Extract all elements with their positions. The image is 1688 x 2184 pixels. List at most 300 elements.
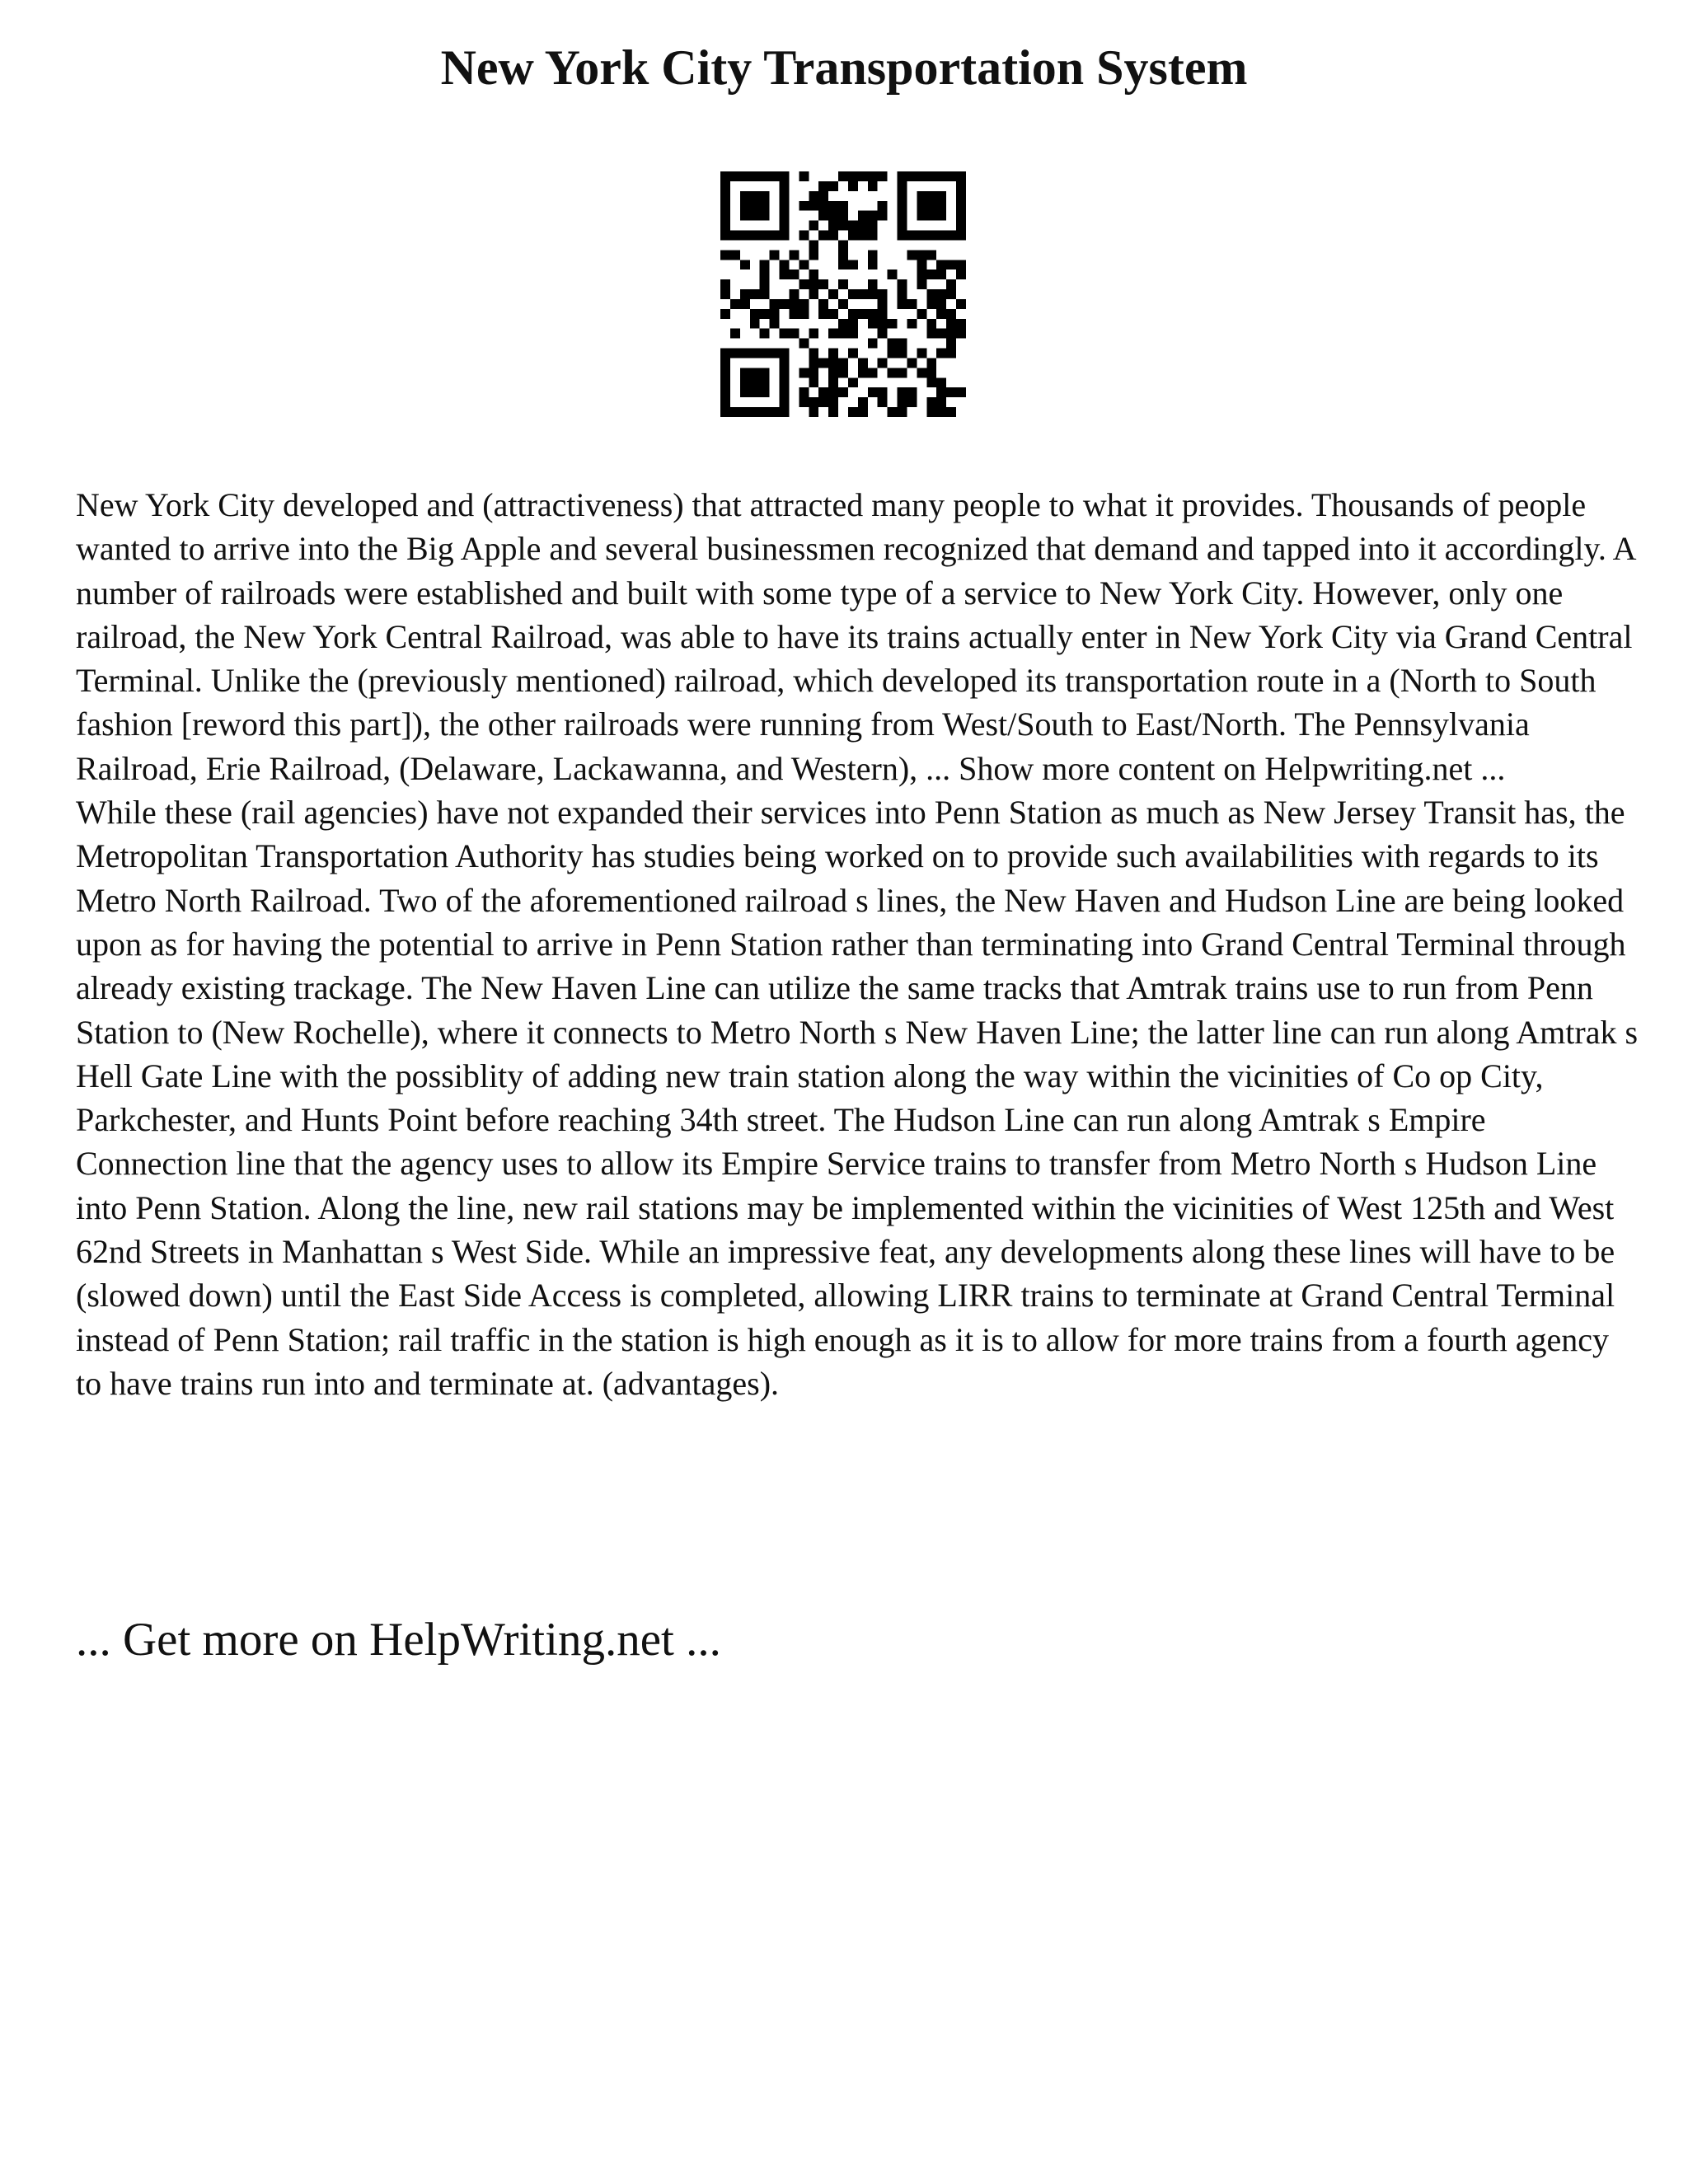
qr-module: [926, 289, 936, 299]
qr-module: [898, 368, 907, 377]
qr-module: [828, 211, 838, 221]
qr-module: [878, 397, 888, 407]
qr-module: [809, 269, 818, 279]
qr-module: [878, 289, 888, 299]
qr-module: [799, 201, 809, 211]
qr-module: [926, 231, 936, 241]
qr-module: [760, 289, 770, 299]
qr-module: [799, 279, 809, 289]
qr-module: [936, 260, 946, 269]
qr-module: [828, 407, 838, 417]
qr-module: [789, 329, 799, 339]
qr-module: [780, 269, 790, 279]
qr-module: [858, 358, 868, 368]
qr-module: [720, 368, 730, 377]
qr-module: [760, 269, 770, 279]
qr-module: [720, 377, 730, 387]
qr-module: [926, 397, 936, 407]
qr-module: [946, 339, 956, 349]
qr-module: [750, 211, 760, 221]
qr-module: [799, 231, 809, 241]
qr-module: [898, 349, 907, 359]
qr-module: [888, 407, 898, 417]
qr-module: [907, 397, 917, 407]
qr-module: [828, 201, 838, 211]
qr-module: [926, 191, 936, 201]
qr-module: [956, 171, 966, 181]
qr-module: [760, 377, 770, 387]
qr-module: [868, 368, 878, 377]
qr-module: [740, 171, 750, 181]
qr-module: [720, 231, 730, 241]
qr-module: [780, 349, 790, 359]
qr-module: [858, 231, 868, 241]
qr-module: [868, 250, 878, 260]
qr-module: [878, 171, 888, 181]
qr-module: [898, 201, 907, 211]
qr-module: [720, 201, 730, 211]
qr-module: [936, 309, 946, 319]
qr-module: [720, 309, 730, 319]
qr-module: [907, 171, 917, 181]
qr-module: [838, 329, 848, 339]
qr-module: [770, 231, 780, 241]
qr-module: [818, 181, 828, 191]
qr-module: [926, 358, 936, 368]
qr-module: [730, 231, 740, 241]
qr-module: [936, 387, 946, 397]
qr-module: [956, 269, 966, 279]
qr-module: [789, 309, 799, 319]
qr-module: [809, 191, 818, 201]
qr-module: [848, 377, 858, 387]
qr-module: [760, 171, 770, 181]
qr-module: [780, 221, 790, 231]
qr-module: [926, 319, 936, 329]
qr-module: [848, 171, 858, 181]
qr-module: [740, 211, 750, 221]
qr-module: [760, 201, 770, 211]
qr-module: [878, 201, 888, 211]
qr-module: [750, 231, 760, 241]
qr-module: [946, 289, 956, 299]
qr-module: [799, 387, 809, 397]
qr-module: [898, 339, 907, 349]
qr-module: [809, 407, 818, 417]
qr-module: [898, 181, 907, 191]
qr-module: [750, 171, 760, 181]
qr-module: [780, 181, 790, 191]
qr-module: [898, 387, 907, 397]
qr-module: [818, 279, 828, 289]
qr-module: [789, 289, 799, 299]
qr-module: [936, 171, 946, 181]
qr-module: [818, 299, 828, 309]
qr-module: [926, 211, 936, 221]
qr-module: [730, 329, 740, 339]
qr-module: [917, 250, 926, 260]
qr-module: [926, 171, 936, 181]
qr-module: [888, 339, 898, 349]
qr-module: [760, 309, 770, 319]
qr-module: [809, 377, 818, 387]
qr-module: [907, 387, 917, 397]
qr-module: [740, 407, 750, 417]
qr-module: [848, 407, 858, 417]
qr-module: [868, 171, 878, 181]
qr-module: [750, 387, 760, 397]
qr-module: [936, 407, 946, 417]
qr-module: [740, 231, 750, 241]
qr-module: [946, 387, 956, 397]
qr-module: [780, 201, 790, 211]
qr-module: [907, 231, 917, 241]
qr-module: [848, 289, 858, 299]
qr-module: [917, 368, 926, 377]
qr-module: [838, 201, 848, 211]
qr-module: [760, 211, 770, 221]
qr-module: [750, 289, 760, 299]
qr-module: [720, 171, 730, 181]
qr-module: [818, 191, 828, 201]
paragraph-1: New York City developed and (attractiveness) that attracted many people to what it provides. Thousands of people wanted to arrive into the Big Apple and several businessmen recognized that demand and tapped into it accordingly. A number of railroads were established and built with some type of a service to New York City. However, only one railroad, the New York Central Railroad, was able to have its trains actually enter in New York City via Grand Central Terminal. Unlike the (previously mentioned) railroad, which developed its transportation route in a (North to South fashion [reword this part]), the other railroads were running from West/South to East/North. The Pennsylvania Railroad, Erie Railroad, (Delaware, Lackawanna, and Western), ... Show more content on Helpwriting.net ...: [76, 486, 1635, 787]
qr-module: [848, 319, 858, 329]
qr-module: [780, 299, 790, 309]
qr-module: [818, 309, 828, 319]
qr-module: [828, 309, 838, 319]
qr-module: [730, 171, 740, 181]
qr-module: [720, 358, 730, 368]
qr-module: [720, 397, 730, 407]
qr-module: [838, 299, 848, 309]
qr-module: [770, 349, 780, 359]
qr-module: [789, 299, 799, 309]
qr-module: [848, 329, 858, 339]
qr-module: [740, 260, 750, 269]
qr-module: [868, 279, 878, 289]
qr-module: [730, 407, 740, 417]
qr-module: [946, 279, 956, 289]
qr-module: [858, 289, 868, 299]
qr-module: [720, 211, 730, 221]
qr-module: [878, 211, 888, 221]
get-more-link[interactable]: ... Get more on HelpWriting.net ...: [76, 1614, 721, 1666]
qr-module: [799, 339, 809, 349]
qr-module: [799, 260, 809, 269]
qr-module: [730, 250, 740, 260]
qr-module: [936, 201, 946, 211]
qr-module: [898, 221, 907, 231]
qr-module: [740, 377, 750, 387]
qr-module: [926, 269, 936, 279]
qr-module: [858, 211, 868, 221]
qr-module: [720, 191, 730, 201]
qr-module: [760, 329, 770, 339]
qr-module: [838, 211, 848, 221]
qr-module: [926, 329, 936, 339]
qr-module: [828, 289, 838, 299]
qr-module: [926, 299, 936, 309]
qr-module: [917, 269, 926, 279]
qr-module: [750, 377, 760, 387]
qr-module: [926, 407, 936, 417]
qr-module: [956, 329, 966, 339]
qr-module: [946, 309, 956, 319]
qr-module: [780, 397, 790, 407]
qr-module: [858, 368, 868, 377]
qr-module: [848, 260, 858, 269]
qr-module: [780, 211, 790, 221]
qr-module: [809, 221, 818, 231]
qr-module: [818, 387, 828, 397]
qr-module: [917, 231, 926, 241]
qr-module: [750, 407, 760, 417]
qr-module: [818, 201, 828, 211]
qr-module: [917, 211, 926, 221]
qr-module: [917, 171, 926, 181]
qr-module: [809, 358, 818, 368]
qr-module: [917, 201, 926, 211]
qr-module: [868, 339, 878, 349]
qr-module: [848, 231, 858, 241]
qr-module: [828, 377, 838, 387]
qr-module: [770, 407, 780, 417]
qr-module: [838, 387, 848, 397]
paragraph-2: While these (rail agencies) have not expanded their services into Penn Station as much as New Jersey Transit has, the Metropolitan Transportation Authority has studies being worked on to provide such availabilities with regards to its Metro North Railroad. Two of the aforementioned railroad s lines, the New Haven and Hudson Line are being looked upon as for having the potential to arrive in Penn Station rather than terminating into Grand Central Terminal through already existing trackage. The New Haven Line can utilize the same tracks that Amtrak trains use to run from Penn Station to (New Rochelle), where it connects to Metro North s New Haven Line; the latter line can run along Amtrak s Hell Gate Line with the possiblity of adding new train station along the way within the vicinities of Co op City, Parkchester, and Hunts Point before reaching 34th street. The Hudson Line can run along Amtrak s Empire Connection line that the agency uses to allow its Empire Service trains to transfer from Metro North s Hudson Line into Penn Station. Along the line, new rail stations may be implemented within the vicinities of West 125th and West 62nd Streets in Manhattan s West Side. While an impressive feat, any developments along these lines will have to be (slowed down) until the East Side Access is completed, allowing LIRR trains to terminate at Grand Central Terminal instead of Penn Station; rail traffic in the station is high enough as it is to allow for more trains from a fourth agency to have trains run into and terminate at. (advantages).: [76, 794, 1639, 1402]
qr-module: [956, 211, 966, 221]
qr-module: [848, 221, 858, 231]
qr-module: [799, 368, 809, 377]
qr-module: [760, 260, 770, 269]
qr-module: [809, 201, 818, 211]
qr-module: [720, 387, 730, 397]
qr-module: [946, 171, 956, 181]
qr-module: [799, 397, 809, 407]
qr-module: [917, 349, 926, 359]
qr-module: [878, 309, 888, 319]
qr-module: [809, 240, 818, 250]
qr-module: [760, 387, 770, 397]
qr-module: [868, 289, 878, 299]
qr-module: [926, 377, 936, 387]
qr-module: [936, 231, 946, 241]
qr-module: [789, 250, 799, 260]
qr-module: [780, 329, 790, 339]
qr-module: [956, 319, 966, 329]
qr-module: [770, 319, 780, 329]
qr-module: [720, 289, 730, 299]
qr-module: [799, 309, 809, 319]
qr-module: [936, 329, 946, 339]
qr-module: [858, 309, 868, 319]
qr-module: [809, 349, 818, 359]
qr-module: [936, 289, 946, 299]
qr-module: [838, 279, 848, 289]
qr-module: [898, 171, 907, 181]
qr-module: [780, 191, 790, 201]
qr-module: [780, 358, 790, 368]
qr-module: [838, 221, 848, 231]
qr-module: [936, 269, 946, 279]
qr-module: [888, 269, 898, 279]
qr-module: [828, 221, 838, 231]
qr-module: [780, 377, 790, 387]
qr-module: [838, 358, 848, 368]
qr-module: [868, 211, 878, 221]
qr-module: [848, 349, 858, 359]
qr-module: [828, 329, 838, 339]
qr-module: [740, 387, 750, 397]
qr-module: [780, 171, 790, 181]
qr-module: [946, 319, 956, 329]
qr-module: [720, 181, 730, 191]
qr-module: [720, 407, 730, 417]
qr-module: [740, 349, 750, 359]
qr-module: [946, 329, 956, 339]
qr-module: [956, 387, 966, 397]
qr-module: [936, 377, 946, 387]
qr-module: [780, 368, 790, 377]
qr-module: [868, 260, 878, 269]
article-body: [76, 483, 1642, 1405]
qr-module: [848, 181, 858, 191]
qr-module: [898, 299, 907, 309]
qr-module: [789, 269, 799, 279]
qr-module: [770, 299, 780, 309]
qr-module: [858, 407, 868, 417]
qr-module: [936, 299, 946, 309]
qr-module: [828, 397, 838, 407]
qr-module: [956, 299, 966, 309]
qr-module: [818, 397, 828, 407]
qr-module: [917, 309, 926, 319]
qr-module: [838, 368, 848, 377]
qr-module: [946, 349, 956, 359]
qr-module: [750, 368, 760, 377]
qr-module: [917, 279, 926, 289]
qr-module: [898, 191, 907, 201]
qr-module: [730, 349, 740, 359]
qr-module: [898, 397, 907, 407]
qr-module: [770, 171, 780, 181]
qr-module: [956, 260, 966, 269]
qr-module: [868, 231, 878, 241]
qr-module: [936, 397, 946, 407]
qr-module: [868, 181, 878, 191]
qr-module: [750, 191, 760, 201]
qr-module: [936, 191, 946, 201]
qr-module: [828, 349, 838, 359]
qr-module: [898, 231, 907, 241]
qr-module: [818, 358, 828, 368]
qr-module: [828, 387, 838, 397]
qr-module: [946, 407, 956, 417]
qr-module: [740, 191, 750, 201]
qr-module: [926, 368, 936, 377]
qr-module: [917, 260, 926, 269]
qr-module: [878, 387, 888, 397]
qr-module: [740, 299, 750, 309]
qr-module: [828, 368, 838, 377]
qr-module: [780, 407, 790, 417]
qr-module: [888, 349, 898, 359]
qr-module: [878, 358, 888, 368]
qr-module: [858, 397, 868, 407]
qr-module: [946, 260, 956, 269]
qr-module: [809, 250, 818, 260]
qr-module: [838, 171, 848, 181]
qr-module: [907, 358, 917, 368]
qr-code-icon: [720, 171, 966, 417]
qr-module: [720, 279, 730, 289]
qr-module: [946, 231, 956, 241]
qr-module: [809, 368, 818, 377]
qr-module: [828, 358, 838, 368]
qr-module: [720, 349, 730, 359]
qr-module: [750, 349, 760, 359]
qr-module: [838, 240, 848, 250]
qr-module: [898, 289, 907, 299]
qr-module: [760, 349, 770, 359]
qr-module: [809, 279, 818, 289]
qr-module: [838, 260, 848, 269]
qr-module: [720, 250, 730, 260]
qr-module: [770, 309, 780, 319]
qr-module: [888, 319, 898, 329]
page-title: New York City Transportation System: [440, 40, 1248, 95]
qr-module: [828, 181, 838, 191]
qr-module: [878, 319, 888, 329]
qr-module: [720, 221, 730, 231]
qr-module: [760, 368, 770, 377]
qr-module: [956, 191, 966, 201]
qr-module: [818, 211, 828, 221]
qr-module: [898, 279, 907, 289]
qr-module: [868, 319, 878, 329]
qr-module: [730, 299, 740, 309]
qr-module: [750, 319, 760, 329]
qr-module: [907, 299, 917, 309]
qr-module: [838, 319, 848, 329]
qr-module: [750, 201, 760, 211]
qr-module: [809, 397, 818, 407]
qr-module: [740, 368, 750, 377]
qr-module: [868, 221, 878, 231]
qr-module: [858, 221, 868, 231]
qr-module: [760, 191, 770, 201]
qr-module: [868, 387, 878, 397]
qr-module: [956, 221, 966, 231]
qr-module: [799, 299, 809, 309]
qr-module: [809, 329, 818, 339]
qr-module: [956, 231, 966, 241]
qr-module: [828, 231, 838, 241]
qr-module: [760, 279, 770, 289]
qr-module: [956, 201, 966, 211]
qr-module: [926, 250, 936, 260]
qr-module: [848, 309, 858, 319]
qr-module: [907, 250, 917, 260]
qr-module: [740, 201, 750, 211]
qr-module: [907, 319, 917, 329]
qr-module: [898, 211, 907, 221]
qr-module: [898, 407, 907, 417]
qr-module: [936, 211, 946, 221]
qr-module: [878, 299, 888, 309]
qr-module: [858, 171, 868, 181]
qr-module: [926, 201, 936, 211]
qr-module: [750, 309, 760, 319]
